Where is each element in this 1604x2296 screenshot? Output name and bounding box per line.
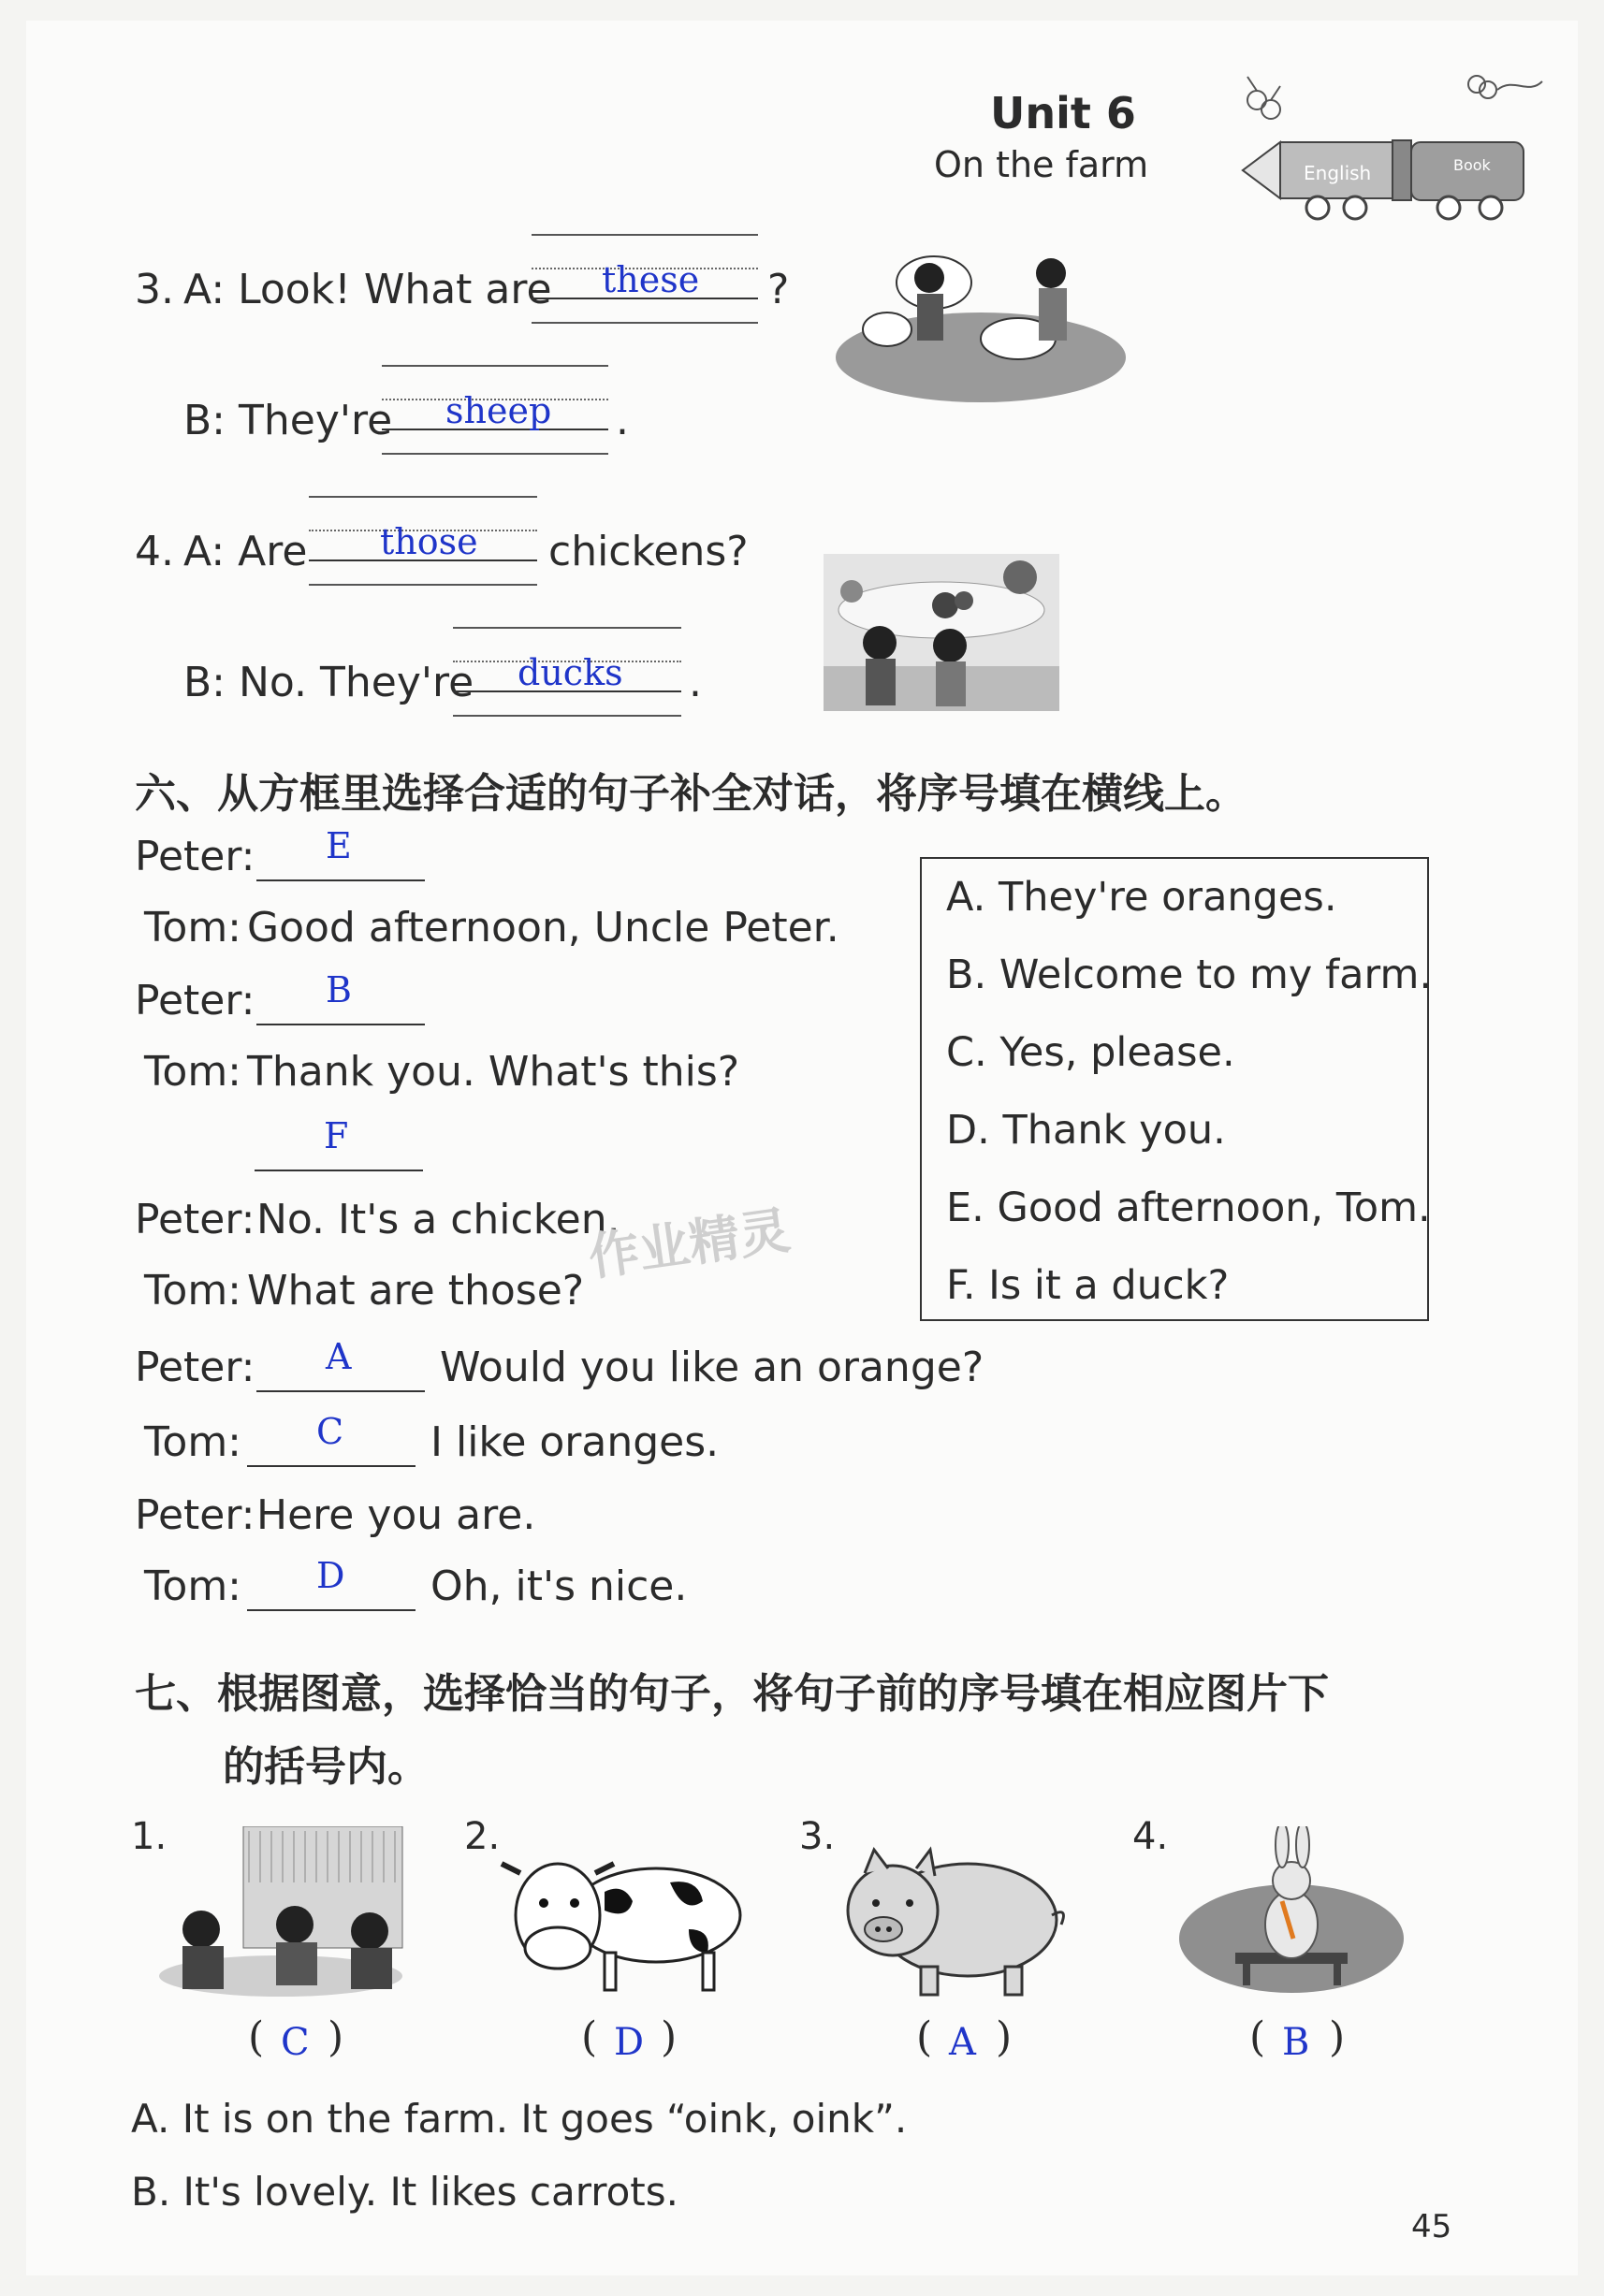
- picture-answer[interactable]: D: [614, 2021, 645, 2064]
- paren-close: ): [1329, 2013, 1346, 2061]
- answer-letter: B: [326, 969, 352, 1010]
- guide-line: [453, 627, 681, 629]
- rabbit-icon: [1160, 1826, 1413, 2008]
- pencil-label: English: [1304, 162, 1372, 184]
- guide-line: [309, 496, 537, 498]
- q4-a-prefix: A: Are: [183, 528, 308, 575]
- q3-b-suffix: .: [616, 397, 629, 444]
- dialog-text: No. It's a chicken.: [256, 1196, 620, 1243]
- answer-blank[interactable]: [247, 1609, 416, 1611]
- guide-line: [453, 715, 681, 717]
- paren-close: ): [996, 2013, 1013, 2061]
- speaker-label: Tom:: [144, 904, 242, 952]
- q4-a-suffix: chickens?: [548, 528, 749, 575]
- page-number: 45: [1411, 2208, 1452, 2245]
- answer-blank[interactable]: [256, 1390, 425, 1392]
- paren-open: (: [916, 2013, 933, 2061]
- section6-title: 六、从方框里选择合适的句子补全对话，将序号填在横线上。: [135, 770, 1247, 818]
- speaker-label: Peter:: [135, 1196, 255, 1243]
- q3-a-suffix: ?: [767, 266, 790, 313]
- paren-close: ): [328, 2013, 344, 2061]
- speaker-label: Tom:: [144, 1267, 242, 1315]
- dialog-text: Here you are.: [256, 1491, 536, 1539]
- answer-blank[interactable]: [256, 879, 425, 881]
- option-item: C. Yes, please.: [946, 1029, 1235, 1076]
- children-with-sheep-icon: [831, 217, 1130, 404]
- book-label: Book: [1453, 156, 1491, 174]
- paren-open: (: [581, 2013, 598, 2061]
- section7-title-line2: 的括号内。: [223, 1743, 429, 1791]
- answer-blank[interactable]: [256, 1024, 425, 1025]
- picture-number: 3.: [799, 1815, 836, 1858]
- paren-open: (: [248, 2013, 265, 2061]
- q4-b-prefix: B: No. They're: [183, 659, 474, 706]
- speaker-label: Peter:: [135, 1491, 255, 1539]
- q3-number: 3.: [135, 266, 174, 313]
- answer-letter: E: [326, 825, 352, 866]
- picture-number: 1.: [131, 1815, 168, 1858]
- q4-b-answer: ducks: [518, 652, 623, 693]
- answer-letter: F: [324, 1115, 349, 1156]
- answer-blank[interactable]: [247, 1465, 416, 1467]
- dialog-text: Would you like an orange?: [440, 1344, 984, 1391]
- guide-line: [532, 322, 758, 324]
- option-item: E. Good afternoon, Tom.: [946, 1184, 1431, 1231]
- pencil-book-icon: [1205, 58, 1561, 226]
- option-item: F. Is it a duck?: [946, 1262, 1230, 1309]
- picture-answer[interactable]: B: [1282, 2021, 1310, 2064]
- unit-title: Unit 6: [990, 88, 1136, 138]
- paren-open: (: [1249, 2013, 1266, 2061]
- q4-a-answer: those: [380, 521, 478, 562]
- option-item: B. Welcome to my farm.: [946, 952, 1433, 998]
- children-at-farm-icon: [824, 554, 1059, 711]
- q3-a-answer: these: [602, 259, 700, 300]
- q4-number: 4.: [135, 528, 174, 575]
- speaker-label: Peter:: [135, 833, 255, 880]
- speaker-label: Tom:: [144, 1048, 242, 1096]
- dialog-text: Oh, it's nice.: [430, 1562, 688, 1610]
- answer-letter: C: [316, 1411, 344, 1452]
- answer-letter: A: [326, 1336, 352, 1377]
- picture-number: 4.: [1132, 1815, 1169, 1858]
- options-box: [920, 857, 1433, 1321]
- section7-title-line1: 七、根据图意，选择恰当的句子，将句子前的序号填在相应图片下: [135, 1670, 1329, 1718]
- sentence-a: A. It is on the farm. It goes “oink, oink”.: [131, 2096, 908, 2142]
- q3-b-answer: sheep: [445, 390, 552, 431]
- picture-number: 2.: [464, 1815, 501, 1858]
- guide-line: [309, 584, 537, 586]
- answer-blank[interactable]: [255, 1170, 423, 1171]
- q3-a-prefix: A: Look! What are: [183, 266, 552, 313]
- q4-b-suffix: .: [689, 659, 702, 706]
- guide-line: [382, 453, 608, 455]
- speaker-label: Peter:: [135, 1344, 255, 1391]
- option-item: D. Thank you.: [946, 1107, 1226, 1154]
- picture-answer[interactable]: C: [281, 2021, 310, 2064]
- pig-icon: [827, 1826, 1080, 2008]
- watermark: 作业精灵: [585, 1200, 794, 1287]
- speaker-label: Peter:: [135, 977, 255, 1024]
- option-item: A. They're oranges.: [946, 874, 1337, 921]
- q3-b-prefix: B: They're: [183, 397, 393, 444]
- speaker-label: Tom:: [144, 1562, 242, 1610]
- worksheet-page: [26, 21, 1578, 2275]
- dialog-text: I like oranges.: [430, 1418, 720, 1466]
- dialog-text: Good afternoon, Uncle Peter.: [247, 904, 839, 952]
- unit-subtitle: On the farm: [934, 144, 1149, 185]
- guide-line: [532, 234, 758, 236]
- cow-icon: [492, 1826, 745, 2008]
- children-reading-icon: [159, 1826, 412, 2008]
- dialog-text: Thank you. What's this?: [247, 1048, 740, 1096]
- paren-close: ): [661, 2013, 678, 2061]
- sentence-b: B. It's lovely. It likes carrots.: [131, 2169, 678, 2215]
- guide-line: [382, 365, 608, 367]
- dialog-text: What are those?: [247, 1267, 585, 1315]
- answer-letter: D: [316, 1555, 345, 1596]
- picture-answer[interactable]: A: [949, 2021, 976, 2064]
- speaker-label: Tom:: [144, 1418, 242, 1466]
